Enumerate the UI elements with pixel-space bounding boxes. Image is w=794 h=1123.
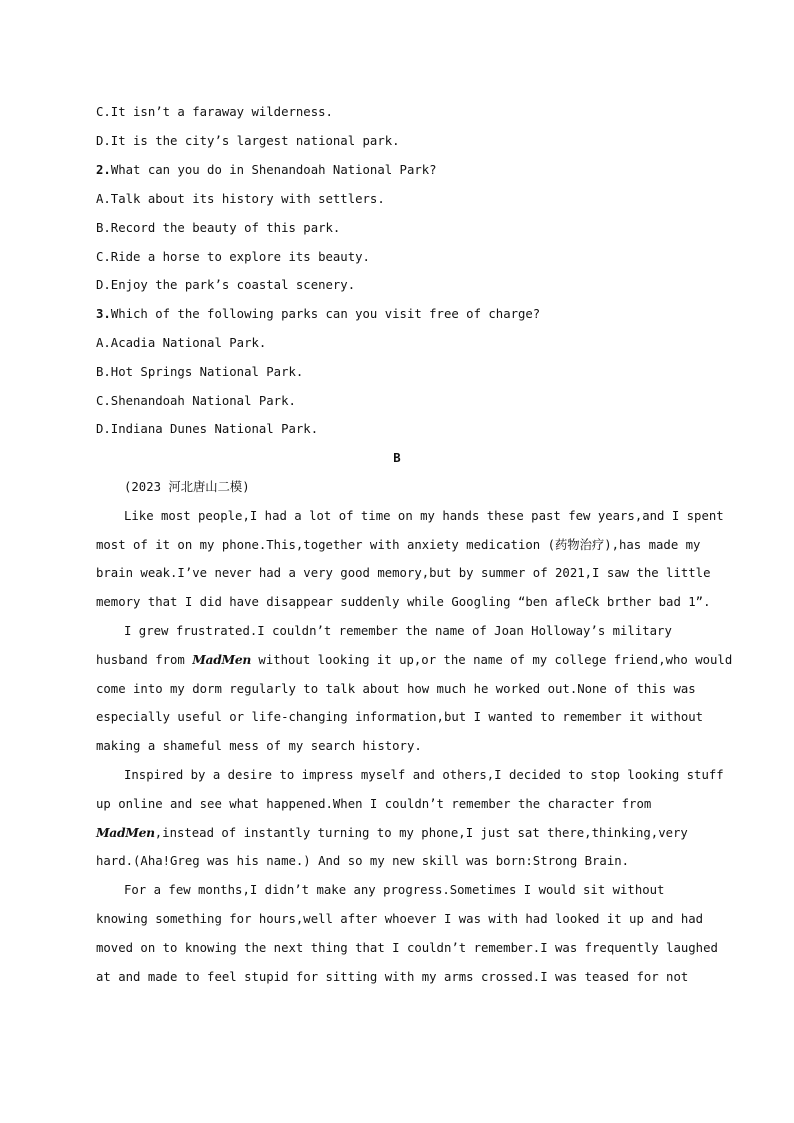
- q2-stem: [96, 162, 437, 178]
- paragraph-4-line: For a few months,I didn’t make any progress.Sometimes I would sit without: [124, 883, 665, 897]
- paragraph-2-line: I grew frustrated.I couldn’t remember the name of Joan Holloway’s military: [124, 624, 672, 638]
- paragraph-1-line: most of it on my phone.This,together with anxiety medication (药物治疗),has made my: [96, 538, 701, 552]
- section-heading: B: [393, 451, 401, 465]
- paragraph-1-line: Like most people,I had a lot of time on my hands these past few years,and I spent: [124, 509, 724, 523]
- show-title: MadMen: [96, 825, 155, 840]
- q2-option-a: A.Talk about its history with settlers.: [96, 192, 385, 206]
- show-title: MadMen: [192, 652, 252, 667]
- text-segment: without looking it up,or the name of my college friend,who would: [251, 653, 733, 667]
- paragraph-2-line: come into my dorm regularly to talk about how much he worked out.None of this was: [96, 682, 696, 696]
- paragraph-3-line: hard.(Aha!Greg was his name.) And so my new skill was born:Strong Brain.: [96, 854, 630, 868]
- q1-option-d: D.It is the city’s largest national park.: [96, 134, 400, 148]
- q3-option-b: B.Hot Springs National Park.: [96, 365, 304, 379]
- paragraph-2-line: especially useful or life-changing information,but I wanted to remember it without: [96, 710, 704, 724]
- q3-number: 3.: [96, 307, 111, 321]
- q3-stem: [96, 306, 540, 322]
- q2-option-c: C.Ride a horse to explore its beauty.: [96, 250, 370, 264]
- q2-option-d: D.Enjoy the park’s coastal scenery.: [96, 278, 356, 292]
- q1-option-c: C.It isn’t a faraway wilderness.: [96, 105, 333, 119]
- paragraph-4-line: knowing something for hours,well after whoever I was with had looked it up and had: [96, 912, 704, 926]
- q3-option-c: C.Shenandoah National Park.: [96, 394, 296, 408]
- q2-text: What can you do in Shenandoah National Park?: [110, 163, 437, 177]
- paragraph-2-line: [96, 652, 732, 668]
- q3-text: Which of the following parks can you visit free of charge?: [110, 307, 541, 321]
- q3-option-a: A.Acadia National Park.: [96, 336, 267, 350]
- q2-number: 2.: [96, 163, 111, 177]
- q3-option-d: D.Indiana Dunes National Park.: [96, 422, 319, 436]
- paragraph-3-line: up online and see what happened.When I couldn’t remember the character from: [96, 797, 652, 811]
- paragraph-2-line: making a shameful mess of my search history.: [96, 739, 422, 753]
- paragraph-4-line: at and made to feel stupid for sitting with my arms crossed.I was teased for not: [96, 970, 689, 984]
- paragraph-4-line: moved on to knowing the next thing that I couldn’t remember.I was frequently laughed: [96, 941, 718, 955]
- text-segment: husband from: [96, 653, 193, 667]
- paragraph-1-line: memory that I did have disappear suddenly while Googling “ben afleCk brther bad 1”.: [96, 595, 711, 609]
- q2-option-b: B.Record the beauty of this park.: [96, 221, 341, 235]
- paragraph-3-line: [96, 825, 688, 841]
- source-note: (2023 河北唐山二模): [124, 480, 250, 494]
- paragraph-3-line: Inspired by a desire to impress myself and others,I decided to stop looking stuff: [124, 768, 724, 782]
- paragraph-1-line: brain weak.I’ve never had a very good memory,but by summer of 2021,I saw the little: [96, 566, 711, 580]
- text-segment: ,instead of instantly turning to my phone,I just sat there,thinking,very: [154, 826, 688, 840]
